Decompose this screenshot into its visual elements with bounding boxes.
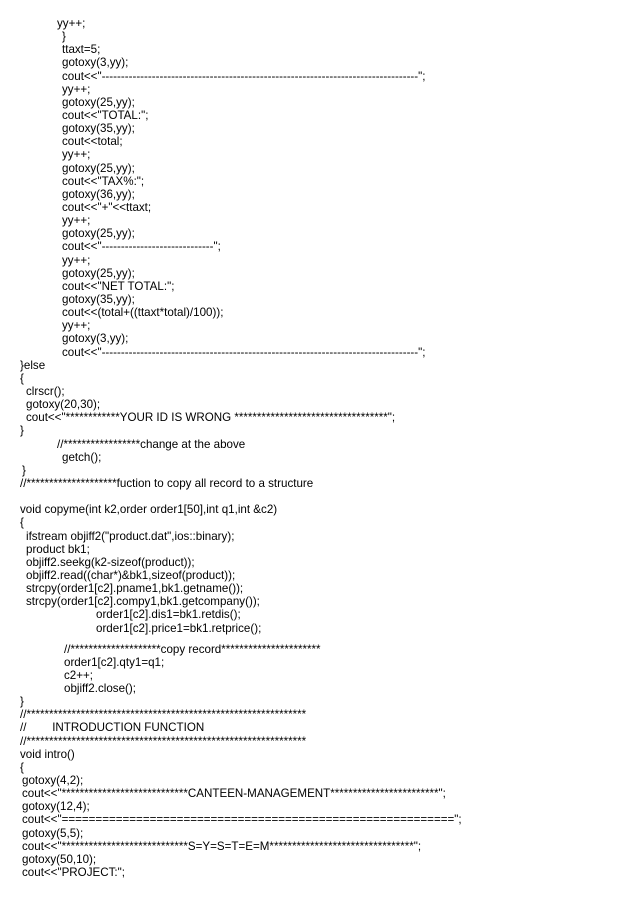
- code-line: gotoxy(20,30);: [26, 398, 101, 412]
- code-line: {: [20, 516, 24, 530]
- code-line: gotoxy(3,yy);: [62, 332, 129, 346]
- code-line: order1[c2].dis1=bk1.retdis();: [96, 608, 241, 622]
- code-line: objiff2.seekg(k2-sizeof(product));: [26, 555, 195, 569]
- code-line: ttaxt=5;: [62, 43, 101, 57]
- code-line: //**************************************************************: [20, 708, 307, 722]
- code-line: gotoxy(25,yy);: [62, 227, 135, 241]
- code-line: cout<<"-----------------------------";: [62, 240, 221, 254]
- code-line: cout<<"----------------------------------------------------------------------------------";: [62, 69, 426, 83]
- code-line: //*****************change at the above: [57, 437, 246, 451]
- code-line: yy++;: [62, 214, 91, 228]
- code-line: }: [20, 695, 24, 709]
- code-line: product bk1;: [26, 542, 90, 556]
- code-line: }: [22, 463, 26, 477]
- code-line: }: [62, 30, 66, 44]
- code-line: cout<<"----------------------------------------------------------------------------------";: [62, 345, 426, 359]
- code-line: order1[c2].price1=bk1.retprice();: [96, 621, 262, 635]
- code-line: }else: [20, 358, 46, 372]
- code-line: cout<<"==========================================================";: [22, 813, 462, 827]
- code-line: c2++;: [64, 668, 94, 682]
- code-line: gotoxy(3,yy);: [62, 56, 129, 70]
- code-line: cout<<"****************************S=Y=S=T=E=M********************************";: [22, 839, 422, 853]
- code-line: // INTRODUCTION FUNCTION: [20, 721, 205, 735]
- code-line: cout<<"+"<<ttaxt;: [62, 201, 152, 214]
- code-line: gotoxy(25,yy);: [62, 161, 135, 175]
- code-line: cout<<"TOTAL:";: [62, 109, 149, 122]
- code-line: gotoxy(35,yy);: [62, 122, 135, 136]
- code-line: gotoxy(12,4);: [22, 800, 90, 814]
- code-line: {: [20, 760, 24, 774]
- code-line: gotoxy(25,yy);: [62, 266, 135, 280]
- code-line: yy++;: [62, 319, 91, 333]
- code-line: ifstream objiff2("product.dat",ios::binary);: [26, 529, 235, 543]
- code-line: //********************fuction to copy all record to a structure: [20, 477, 314, 490]
- code-line: void copyme(int k2,order order1[50],int q1,int &c2): [20, 503, 278, 517]
- code-line: gotoxy(36,yy);: [62, 187, 135, 201]
- code-line: objiff2.close();: [64, 682, 136, 695]
- code-line: gotoxy(50,10);: [22, 852, 97, 866]
- code-line: clrscr();: [26, 385, 65, 398]
- code-line: void intro(): [20, 747, 75, 761]
- code-line: cout<<"TAX%:";: [62, 174, 145, 188]
- code-line: yy++;: [62, 82, 91, 96]
- code-line: objiff2.read((char*)&bk1,sizeof(product));: [26, 569, 236, 582]
- code-line: yy++;: [57, 17, 86, 30]
- code-line: }: [20, 424, 24, 438]
- code-line: cout<<total;: [62, 135, 123, 149]
- code-line: strcpy(order1[c2].compy1,bk1.getcompany());: [26, 595, 260, 609]
- code-line: gotoxy(35,yy);: [62, 293, 135, 306]
- code-line: yy++;: [62, 253, 91, 267]
- code-line: order1[c2].qty1=q1;: [64, 655, 165, 669]
- code-line: //********************copy record**********************: [64, 642, 321, 656]
- code-line: gotoxy(4,2);: [22, 774, 84, 787]
- code-line: gotoxy(5,5);: [22, 826, 84, 840]
- code-line: cout<<(total+((ttaxt*total)/100));: [62, 306, 224, 320]
- code-line: strcpy(order1[c2].pname1,bk1.getname());: [26, 582, 244, 596]
- code-line: yy++;: [62, 148, 91, 162]
- code-line: gotoxy(25,yy);: [62, 95, 135, 109]
- code-line: {: [20, 371, 24, 385]
- code-line: cout<<"************YOUR ID IS WRONG **********************************";: [26, 411, 396, 425]
- code-line: cout<<"****************************CANTEEN-MANAGEMENT************************";: [22, 787, 446, 801]
- code-line: getch();: [62, 450, 102, 464]
- code-line: cout<<"NET TOTAL:";: [62, 279, 175, 293]
- code-line: cout<<"PROJECT:";: [22, 866, 125, 879]
- code-line: //**************************************************************: [20, 734, 307, 748]
